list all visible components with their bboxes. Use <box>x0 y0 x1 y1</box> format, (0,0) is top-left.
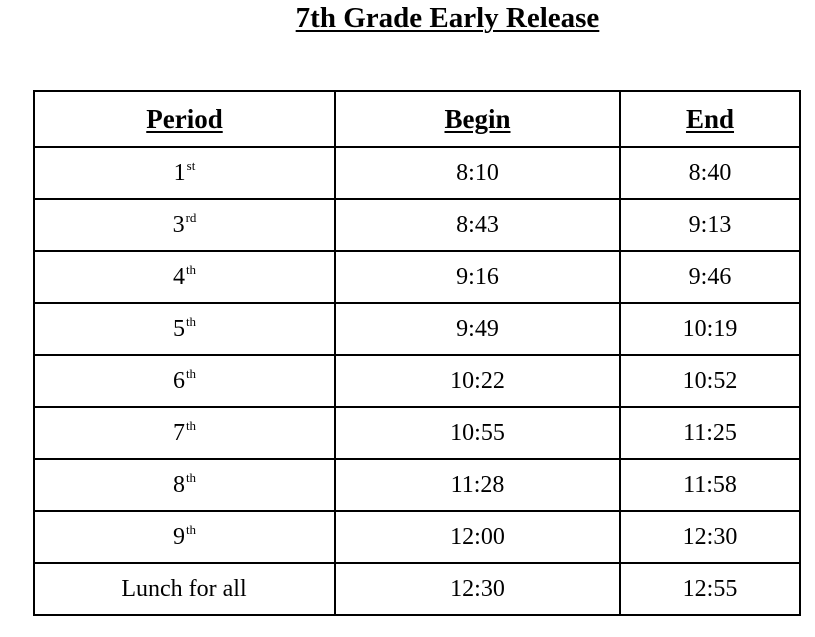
period-cell <box>34 563 335 615</box>
begin-cell: 8:43 <box>335 199 620 251</box>
period-suffix: th <box>185 469 197 485</box>
end-cell: 9:13 <box>620 199 800 251</box>
table-row <box>34 407 800 459</box>
end-cell: 11:58 <box>620 459 800 511</box>
end-cell: 10:52 <box>620 355 800 407</box>
page-title: 7th Grade Early Release <box>295 2 600 34</box>
begin-cell: 12:30 <box>335 563 620 615</box>
begin-cell: 9:49 <box>335 303 620 355</box>
period-number: 1 <box>173 159 186 186</box>
begin-cell: 10:55 <box>335 407 620 459</box>
period-number: Lunch for all <box>121 575 247 602</box>
period-suffix: th <box>185 521 197 537</box>
period-suffix: rd <box>185 209 197 225</box>
end-cell: 9:46 <box>620 251 800 303</box>
begin-cell: 10:22 <box>335 355 620 407</box>
period-number: 3 <box>172 211 185 238</box>
end-cell: 12:55 <box>620 563 800 615</box>
end-cell: 10:19 <box>620 303 800 355</box>
begin-cell: 9:16 <box>335 251 620 303</box>
period-cell <box>34 407 335 459</box>
table-row <box>34 459 800 511</box>
table-row <box>34 147 800 199</box>
table-row <box>34 511 800 563</box>
period-number: 6 <box>172 367 185 394</box>
table-row <box>34 303 800 355</box>
schedule-table <box>33 90 801 616</box>
period-suffix: th <box>185 417 197 433</box>
period-suffix: th <box>185 261 197 277</box>
period-cell <box>34 199 335 251</box>
table-row <box>34 251 800 303</box>
period-number: 5 <box>172 315 185 342</box>
header-begin: Begin <box>335 91 620 147</box>
period-cell <box>34 459 335 511</box>
period-number: 7 <box>172 419 185 446</box>
table-row <box>34 355 800 407</box>
period-cell <box>34 355 335 407</box>
table-row <box>34 199 800 251</box>
period-cell <box>34 147 335 199</box>
end-cell: 12:30 <box>620 511 800 563</box>
period-cell <box>34 251 335 303</box>
period-suffix: st <box>186 157 196 173</box>
period-number: 4 <box>172 263 185 290</box>
end-cell: 8:40 <box>620 147 800 199</box>
period-number: 8 <box>172 471 185 498</box>
header-end: End <box>620 91 800 147</box>
header-period: Period <box>34 91 335 147</box>
header-row <box>34 91 800 147</box>
period-cell <box>34 511 335 563</box>
period-suffix: th <box>185 365 197 381</box>
begin-cell: 8:10 <box>335 147 620 199</box>
period-cell <box>34 303 335 355</box>
period-number: 9 <box>172 523 185 550</box>
end-cell: 11:25 <box>620 407 800 459</box>
begin-cell: 11:28 <box>335 459 620 511</box>
begin-cell: 12:00 <box>335 511 620 563</box>
period-suffix: th <box>185 313 197 329</box>
table-row <box>34 563 800 615</box>
